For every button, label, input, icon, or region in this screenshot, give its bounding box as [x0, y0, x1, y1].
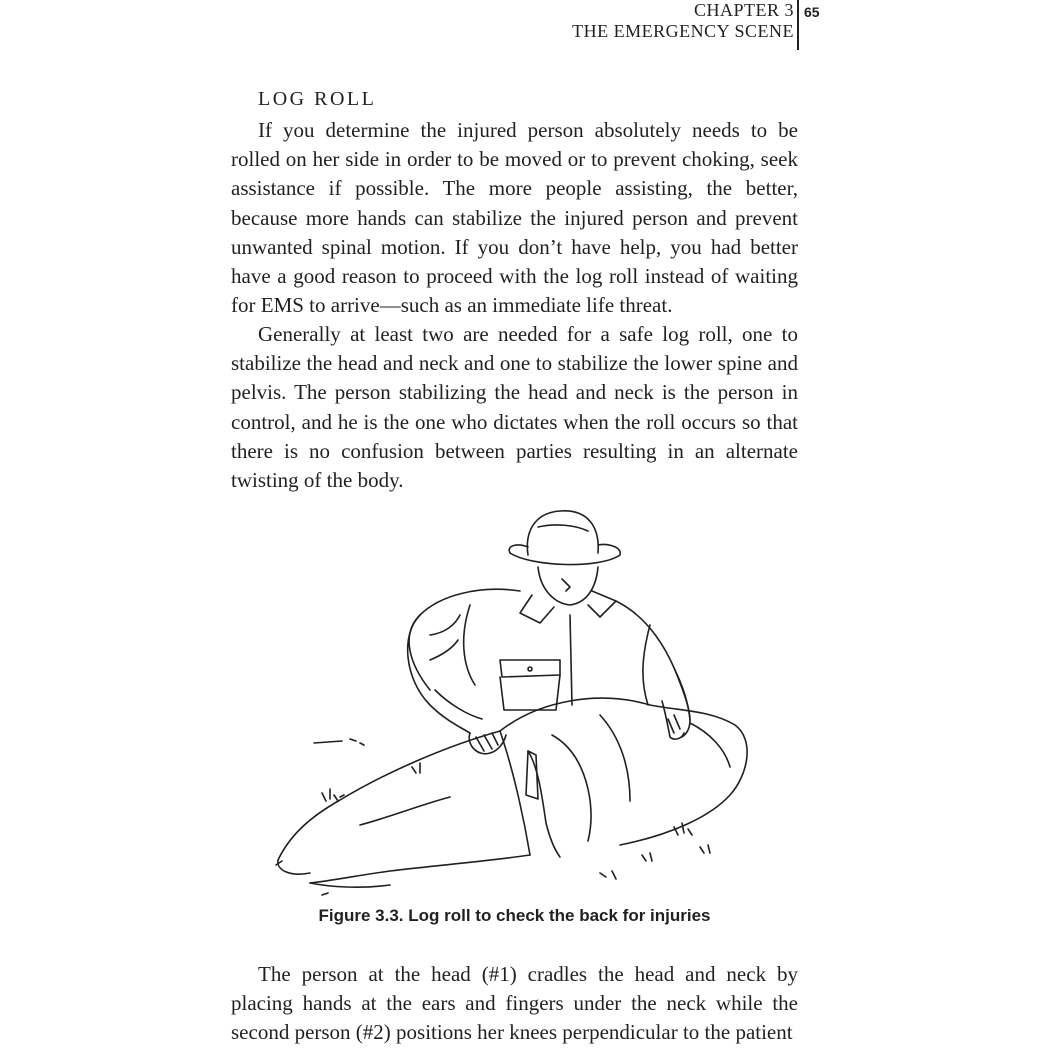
- running-head: [572, 0, 794, 42]
- header-divider: [797, 0, 799, 50]
- figure-illustration: [270, 505, 760, 900]
- section-heading: LOG ROLL: [258, 88, 377, 110]
- chapter-title: THE EMERGENCY SCENE: [572, 21, 794, 41]
- chapter-label: CHAPTER 3: [693, 0, 794, 20]
- paragraph-3: The person at the head (#1) cradles the head and neck by placing hands at the ears and fingers under the neck while the second person (#2) positions her knees perpendicular to the patient: [231, 962, 798, 1045]
- paragraph-1: If you determine the injured person absolutely needs to be rolled on her side in order to be moved or to prevent choking, seek assistance if possible. The more people assisting, the better, because more hands can stabilize the injured person and prevent unwanted spinal motion. If you don’t have help, you had better have a good reason to proceed with the log roll instead of waiting for EMS to arrive—such as an immediate life threat.: [231, 118, 798, 318]
- figure-caption: Figure 3.3. Log roll to check the back for injuries: [318, 906, 711, 925]
- page-number: 65: [804, 4, 820, 20]
- paragraph-2: Generally at least two are needed for a safe log roll, one to stabilize the head and neck and one to stabilize the lower spine and pelvis. The person stabilizing the head and neck is the person in control, and he is the one who dictates when the roll occurs so that there is no confusion between parties resulting in an alternate twisting of the body.: [231, 322, 798, 493]
